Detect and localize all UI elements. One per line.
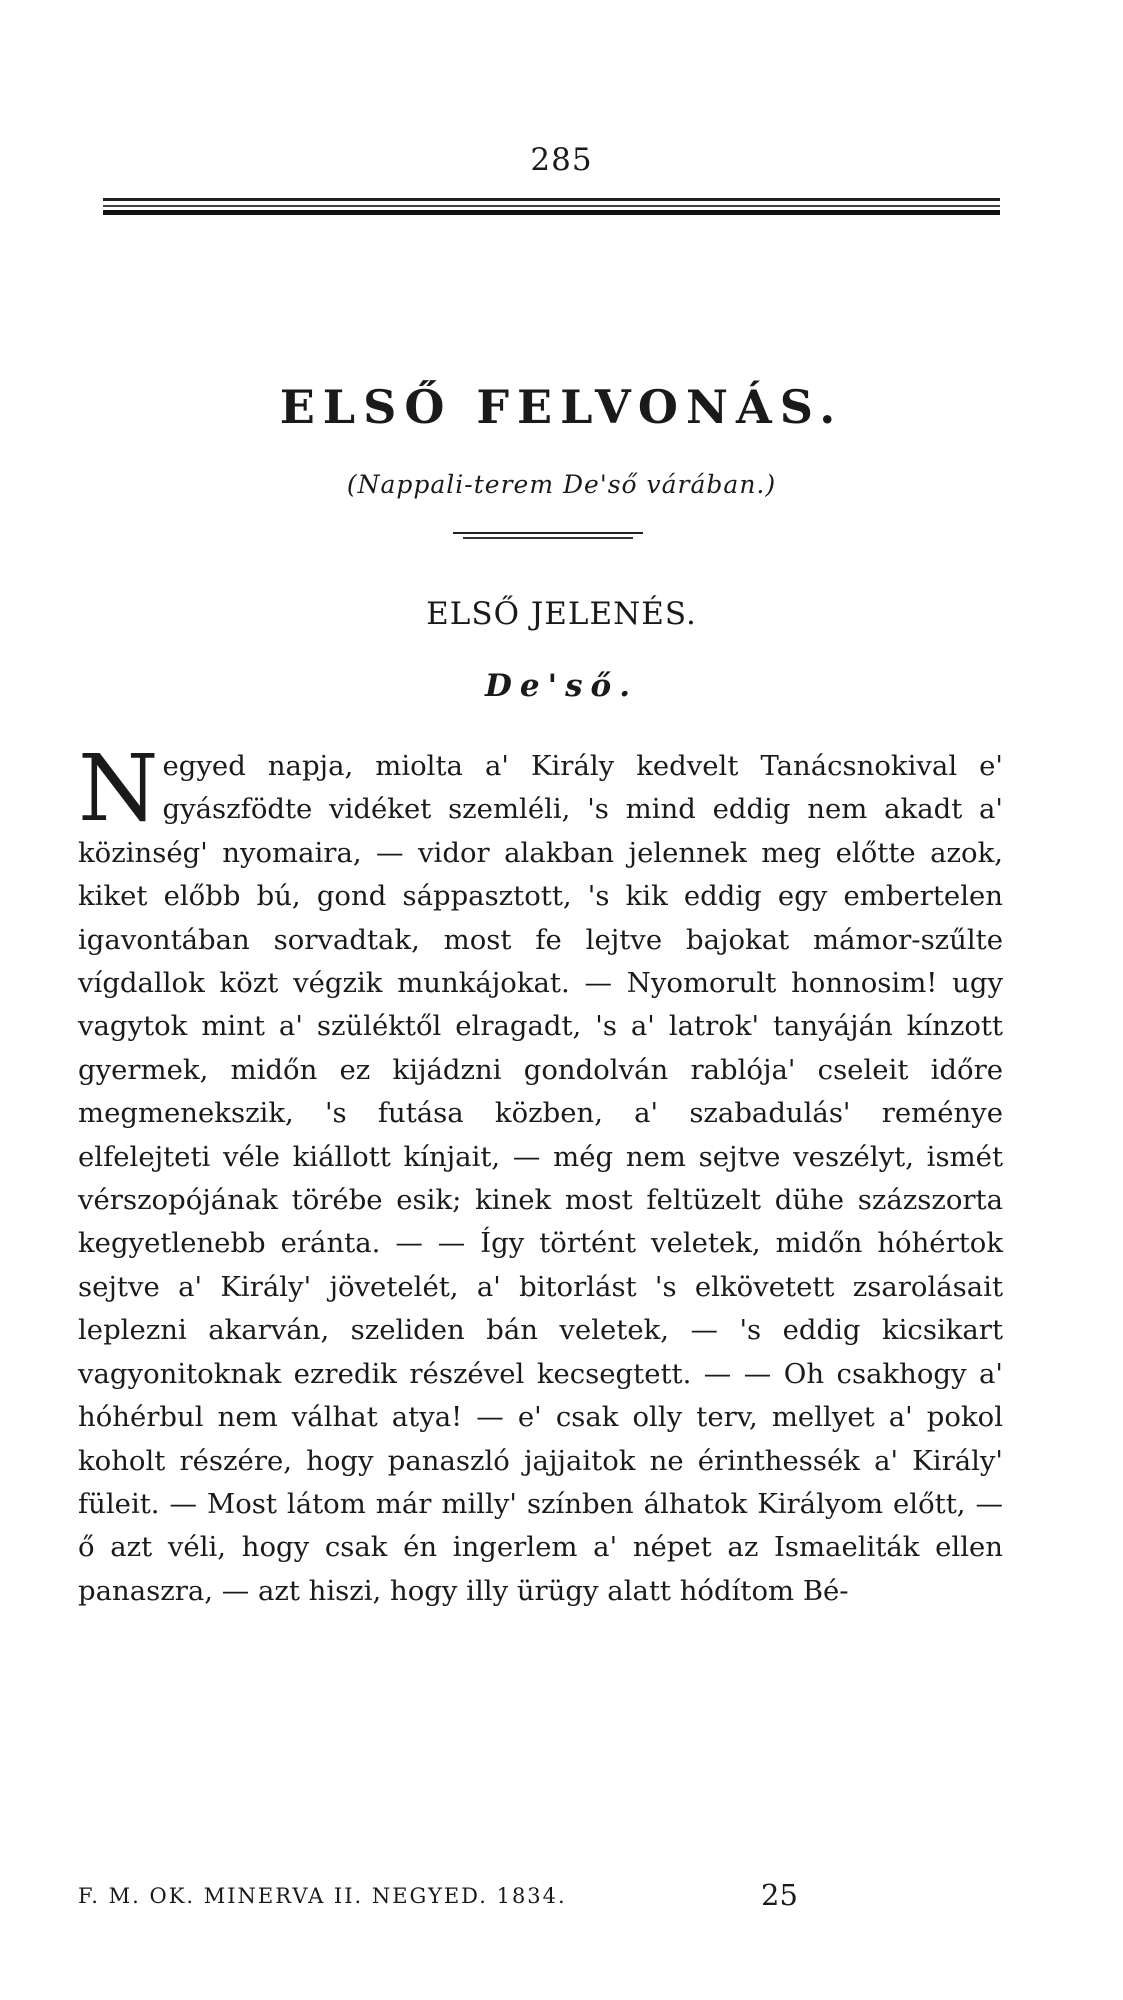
page-footer [78,1878,1003,1924]
scene-title: ELSŐ JELENÉS. [426,596,697,632]
section-divider [453,532,643,540]
body-paragraph [78,735,1003,1613]
act-title: ELSŐ FELVONÁS. [279,380,844,434]
printer-signature: F. M. OK. MINERVA II. NEGYED. 1834. [78,1884,567,1908]
speaker-name: De'ső. [484,668,639,704]
drop-cap: N [78,735,159,842]
sheet-number: 25 [761,1878,798,1912]
body-text: egyed napja, miolta a' Király kedvelt Tanácsnokival e' gyászfödte vidéket szemléli, 's mind eddig nem akadt a' közinség' nyomaira, — vidor alakban jelennek meg előtte azok, kiket előbb bú, gond sáppasztott, 's kik eddig egy embertelen igavontában sorvadtak, most fe lejtve bajokat mámor-szűlte vígdallok közt végzik munkájokat. — Nyomorult honnosim! ugy vagytok mint a' szüléktől elragadt, 's a' latrok' tanyáján kínzott gyermek, midőn ez kijádzni gondolván rablója' cseleit időre megmenekszik, 's futása közben, a' szabadulás' reménye elfelejteti véle kiállott kínjait, — még nem sejtve veszélyt, ismét vérszopójának törébe esik; kinek most feltüzelt dühe százszorta kegyetlenebb eránta. — — Így történt veletek, midőn hóhértok sejtve a' Király' jövetelét, a' bitorlást 's elkövetett zsarolásait leplezni akarván, szeliden bán veletek, — 's eddig kicsikart vagyonitoknak ezredik részével kecsegtett. — — Oh csakhogy a' hóhérbul nem válhat atya! — e' csak olly terv, mellyet a' pokol koholt részére, hogy panaszló jajjaitok ne érinthessék a' Király' füleit. — Most látom már milly' színben álhatok Királyom előtt, — ő azt véli, hogy csak én ingerlem a' népet az Ismaeliták ellen panaszra, — azt hiszi, hogy illy ürügy alatt hódítom Bé- [78,750,1003,1607]
page-number: 285 [530,142,593,178]
header-rule [103,198,1000,218]
scene-setting: (Nappali-terem De'ső várában.) [346,470,777,499]
